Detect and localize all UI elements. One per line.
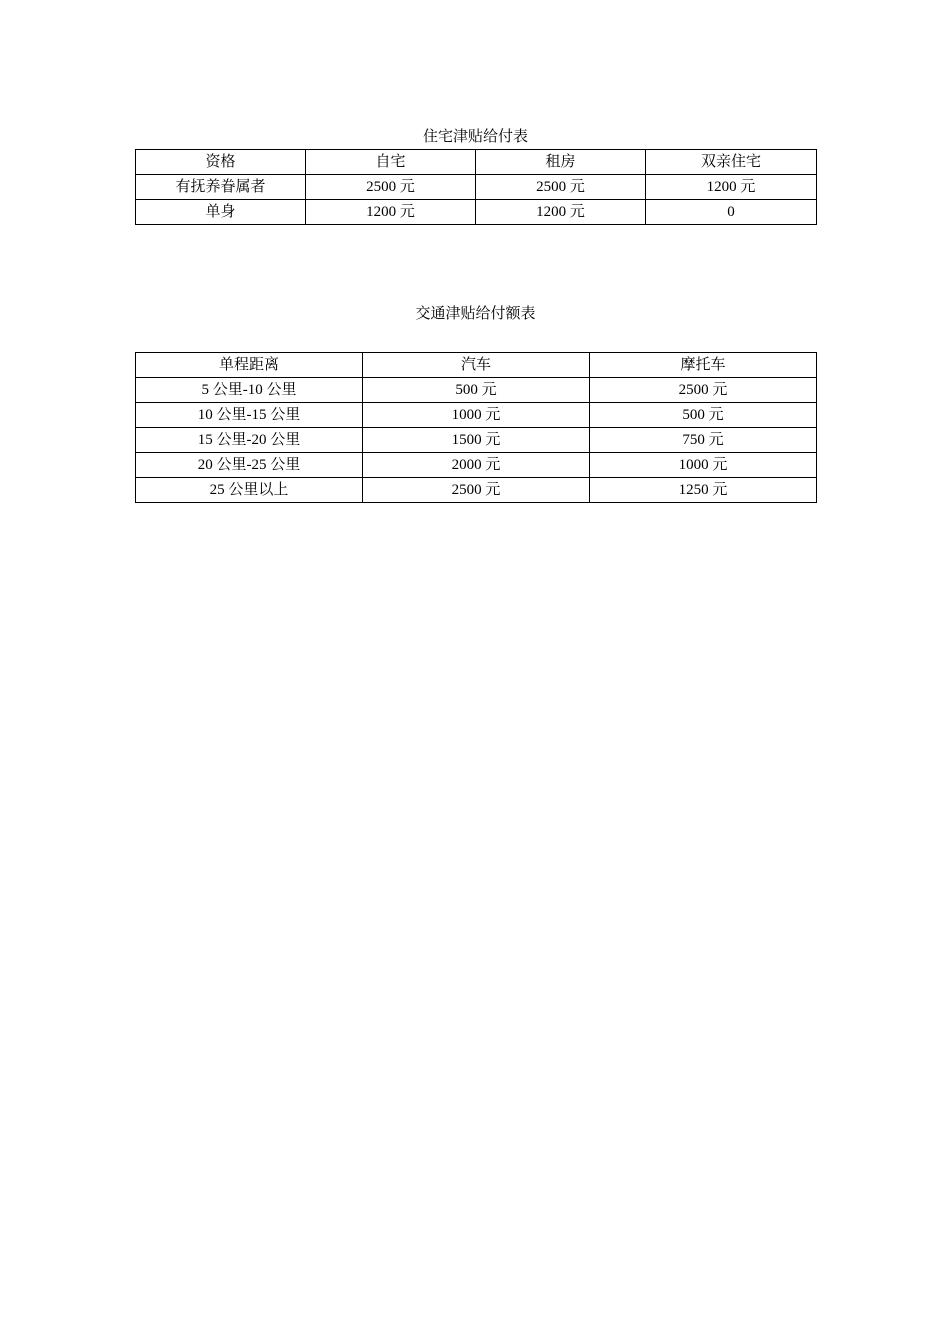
table-cell: 10 公里-15 公里 — [136, 403, 363, 428]
header-cell: 租房 — [476, 150, 646, 175]
table-cell: 2500 元 — [590, 378, 817, 403]
table-cell: 2500 元 — [476, 175, 646, 200]
table-row — [136, 428, 817, 453]
table-row — [136, 403, 817, 428]
table-cell: 1200 元 — [306, 200, 476, 225]
header-cell: 资格 — [136, 150, 306, 175]
table-cell: 1250 元 — [590, 478, 817, 503]
transport-allowance-table — [135, 352, 817, 503]
table-cell: 750 元 — [590, 428, 817, 453]
housing-table-title: 住宅津贴给付表 — [422, 129, 528, 145]
table-cell: 1200 元 — [476, 200, 646, 225]
housing-allowance-table — [135, 149, 817, 225]
table-row — [136, 378, 817, 403]
header-cell: 摩托车 — [590, 353, 817, 378]
header-cell: 自宅 — [306, 150, 476, 175]
table-row — [136, 478, 817, 503]
table-cell: 单身 — [136, 200, 306, 225]
table-row — [136, 200, 817, 225]
table-row — [136, 453, 817, 478]
table-cell: 1200 元 — [646, 175, 817, 200]
table-cell: 0 — [646, 200, 817, 225]
table-cell: 1000 元 — [590, 453, 817, 478]
header-cell: 汽车 — [363, 353, 590, 378]
table-cell: 1500 元 — [363, 428, 590, 453]
transport-table-title: 交通津贴给付额表 — [415, 306, 536, 322]
table-cell: 2000 元 — [363, 453, 590, 478]
table-cell: 有抚养眷属者 — [136, 175, 306, 200]
table-header-row — [136, 150, 817, 175]
table-cell: 500 元 — [590, 403, 817, 428]
table-header-row — [136, 353, 817, 378]
header-cell: 双亲住宅 — [646, 150, 817, 175]
table-row — [136, 175, 817, 200]
table-cell: 2500 元 — [306, 175, 476, 200]
table-cell: 500 元 — [363, 378, 590, 403]
table-cell: 15 公里-20 公里 — [136, 428, 363, 453]
table-cell: 1000 元 — [363, 403, 590, 428]
header-cell: 单程距离 — [136, 353, 363, 378]
table-cell: 5 公里-10 公里 — [136, 378, 363, 403]
table-cell: 2500 元 — [363, 478, 590, 503]
table-cell: 25 公里以上 — [136, 478, 363, 503]
table-cell: 20 公里-25 公里 — [136, 453, 363, 478]
